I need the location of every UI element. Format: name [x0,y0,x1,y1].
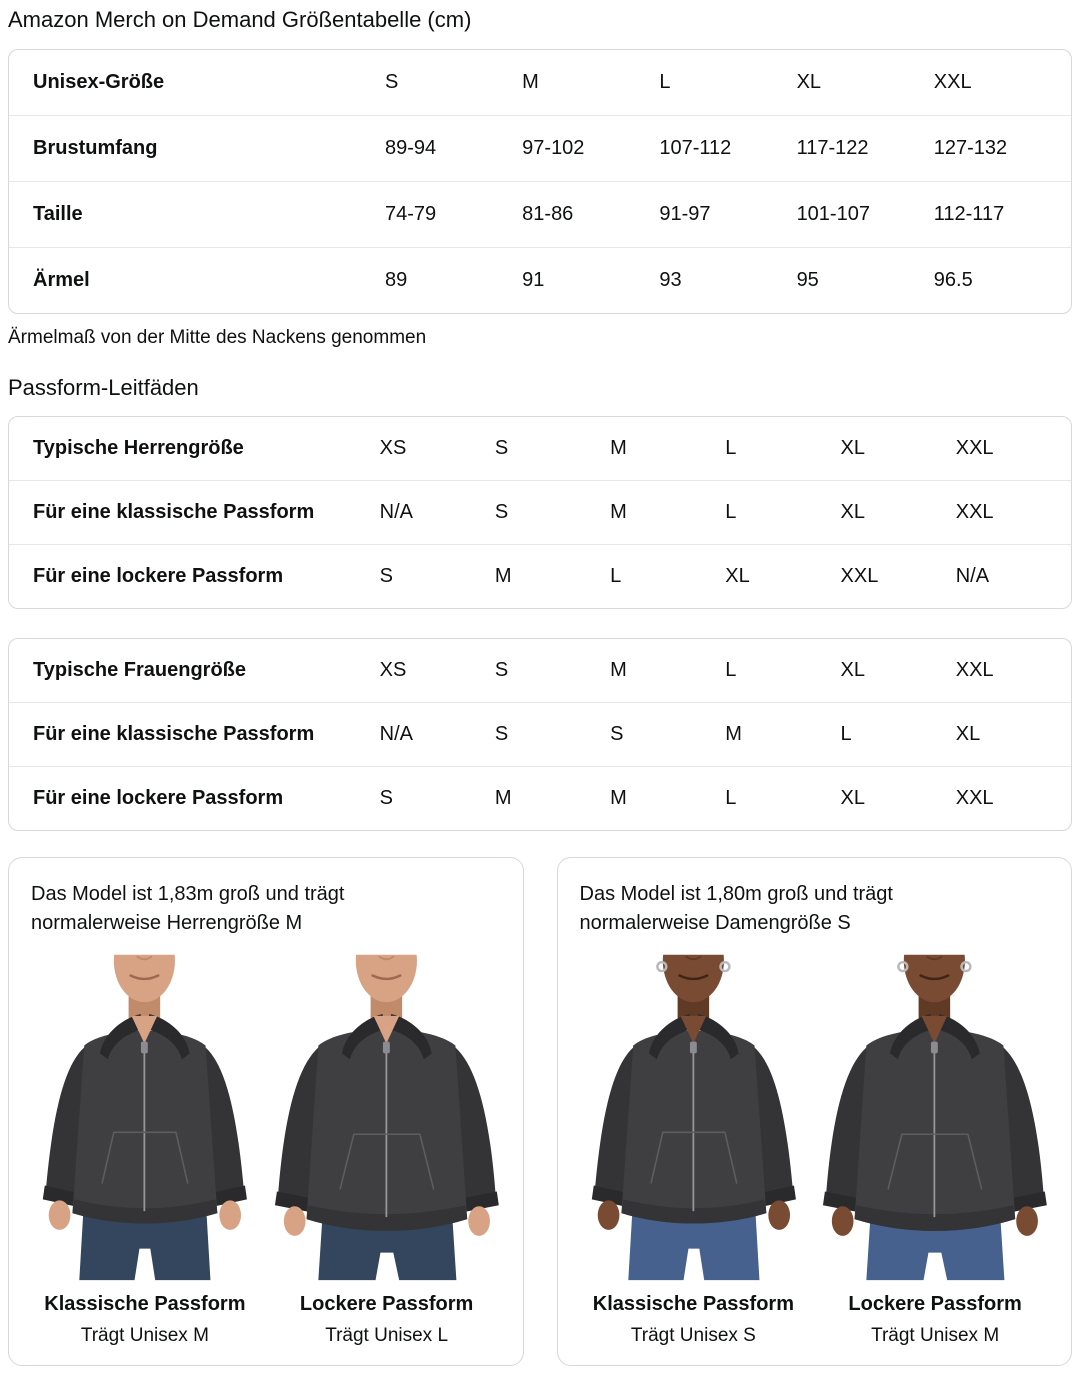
column-header: XS [379,436,407,459]
cell: 117-122 [797,115,934,181]
cell: 97-102 [522,115,659,181]
cell: 91-97 [659,181,796,247]
sleeve-measure-footnote: Ärmelmaß von der Mitte des Nackens genommen [8,326,427,348]
size-label: Trägt Unisex L [325,1324,449,1346]
row-label: Ärmel [9,247,385,313]
cell: L [725,480,840,544]
cell: N/A [380,702,495,766]
cell: L [725,766,840,830]
female-model-classic-fit-photo [578,954,810,1281]
table-row [9,181,1071,247]
column-header: M [610,658,627,681]
column-header: XL [796,70,822,93]
column-header: S [494,436,509,459]
cell: XXL [841,544,956,608]
figure-classic-fit [29,954,261,1347]
male-model-loose-fit-photo [271,954,503,1281]
cell: M [495,766,610,830]
table-row [9,766,1071,830]
row-label: Für eine klassische Passform [9,702,380,766]
cell: M [610,480,725,544]
page-title: Amazon Merch on Demand Größentabelle (cm) [8,7,472,32]
unisex-size-table [8,49,1072,314]
womens-model-card [557,857,1073,1366]
row-label: Unisex-Größe [33,70,165,93]
row-label: Typische Herrengröße [33,436,244,459]
column-header: XL [840,658,865,681]
column-header: M [610,436,627,459]
row-label: Für eine lockere Passform [9,766,380,830]
cell: 93 [659,247,796,313]
cell: L [610,544,725,608]
cell: 95 [797,247,934,313]
column-header: XXL [933,70,972,93]
cell: 74-79 [385,181,522,247]
cell: XL [841,766,956,830]
table-row [9,702,1071,766]
cell: S [380,766,495,830]
figure-loose-fit [271,954,503,1347]
size-label: Trägt Unisex M [80,1324,209,1346]
column-header: XXL [955,658,994,681]
womens-figures [578,954,1052,1347]
column-header: XXL [955,436,994,459]
cell: L [841,702,956,766]
cell: 89 [385,247,522,313]
cell: XXL [956,766,1071,830]
column-header: XL [840,436,865,459]
column-header: M [522,70,539,93]
cell: XL [956,702,1071,766]
cell: 112-117 [934,181,1071,247]
mens-model-card [8,857,524,1366]
cell: 101-107 [797,181,934,247]
mens-fit-table [8,416,1072,609]
cell: 91 [522,247,659,313]
table-header-row [9,50,1071,116]
column-header: XS [379,658,407,681]
womens-fit-table [8,638,1072,831]
cell: M [495,544,610,608]
figure-loose-fit [819,954,1051,1347]
cell: S [495,480,610,544]
fit-label: Klassische Passform [592,1292,794,1315]
cell: XL [725,544,840,608]
model-description: Das Model ist 1,80m groß und trägt normalerweise Damengröße S [579,882,893,934]
column-header: L [725,436,737,459]
fit-label: Lockere Passform [299,1292,474,1315]
model-cards-row [8,857,1072,1366]
column-header: L [659,70,671,93]
table-row [9,544,1071,608]
cell: 89-94 [385,115,522,181]
cell: S [495,702,610,766]
column-header: L [725,658,737,681]
size-label: Trägt Unisex M [871,1324,1000,1346]
table-row [9,480,1071,544]
cell: N/A [956,544,1071,608]
size-label: Trägt Unisex S [630,1324,756,1346]
row-label: Für eine klassische Passform [9,480,380,544]
cell: 127-132 [934,115,1071,181]
model-description: Das Model ist 1,83m groß und trägt normalerweise Herrengröße M [31,882,345,934]
cell: XL [841,480,956,544]
row-label: Typische Frauengröße [33,658,247,681]
fit-label: Lockere Passform [848,1292,1022,1315]
fit-label: Klassische Passform [44,1292,246,1315]
cell: XXL [956,480,1071,544]
row-label: Für eine lockere Passform [9,544,380,608]
female-model-loose-fit-photo [819,954,1051,1281]
cell: N/A [380,480,495,544]
cell: 107-112 [659,115,796,181]
cell: M [725,702,840,766]
table-row [9,115,1071,181]
table-header-row [9,417,1071,481]
table-header-row [9,639,1071,703]
row-label: Taille [9,181,385,247]
cell: 96.5 [934,247,1071,313]
cell: 81-86 [522,181,659,247]
column-header: S [494,658,509,681]
figure-classic-fit [578,954,810,1347]
mens-figures [29,954,503,1347]
table-row [9,247,1071,313]
column-header: S [384,70,399,93]
cell: M [610,766,725,830]
fit-guides-heading: Passform-Leitfäden [8,374,199,400]
male-model-classic-fit-photo [29,954,261,1281]
row-label: Brustumfang [9,115,385,181]
cell: S [380,544,495,608]
cell: S [610,702,725,766]
